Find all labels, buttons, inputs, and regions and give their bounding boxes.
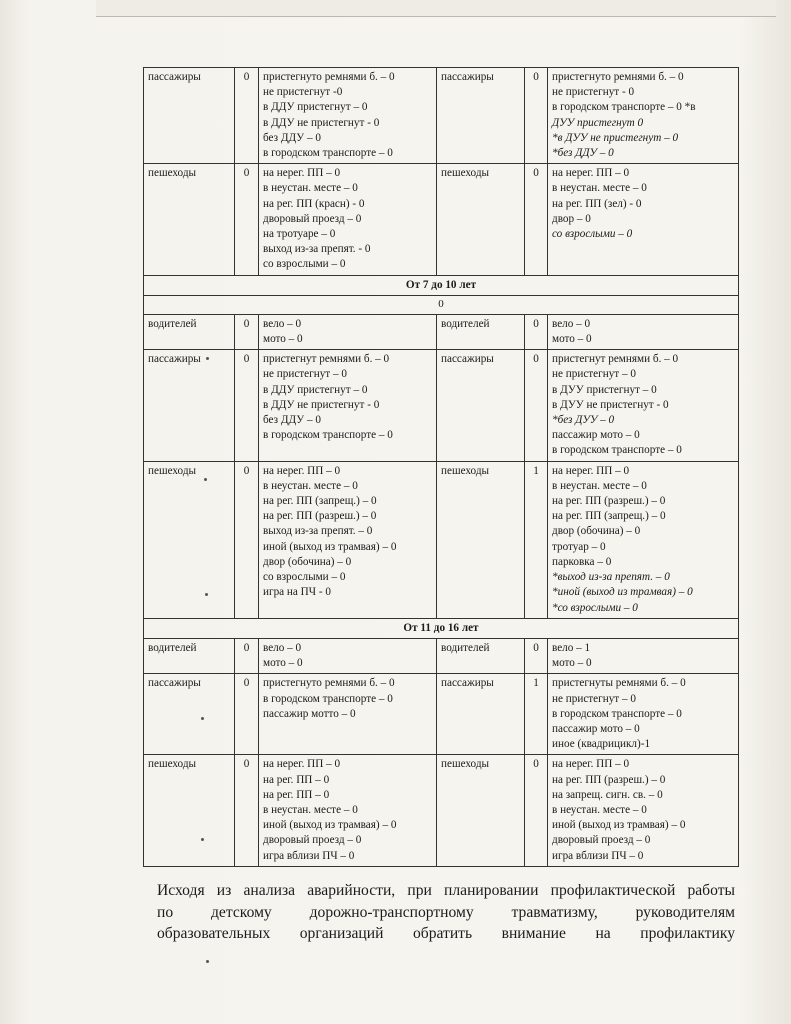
detail-line: в городском транспорте – 0: [263, 429, 393, 442]
category-cell: пассажиры: [144, 68, 235, 164]
detail-line: иное (квадрицикл)-1: [552, 738, 651, 751]
detail-line: на рег. ПП (разреш.) – 0: [263, 510, 377, 523]
scan-speck: [206, 357, 209, 360]
detail-line: в неустан. месте – 0: [552, 479, 647, 492]
scan-speck: [204, 478, 207, 481]
category-cell: водителей: [437, 638, 525, 673]
detail-line: в ДДУ пристегнут – 0: [263, 101, 368, 114]
count-cell: 1: [525, 674, 548, 755]
detail-line: дворовый проезд – 0: [552, 834, 651, 847]
detail-line: в городском транспорте – 0: [552, 707, 682, 720]
detail-line: вело – 0: [552, 317, 591, 330]
detail-line: на нерег. ПП – 0: [263, 464, 341, 477]
count-cell: 0: [235, 164, 259, 275]
detail-line: на запрещ. сигн. св. – 0: [552, 788, 663, 801]
detail-line: пристегнуто ремнями б. – 0: [552, 71, 684, 83]
detail-line: в неустан. месте – 0: [263, 479, 358, 492]
detail-line: в ДДУ не пристегнут - 0: [263, 398, 380, 411]
detail-line: *в ДУУ не пристегнут – 0: [552, 131, 679, 144]
count-cell: 0: [235, 68, 259, 164]
section-heading-row: [144, 618, 739, 638]
detail-line: со взрослыми – 0: [552, 228, 633, 241]
detail-line: в ДУУ пристегнут – 0: [552, 383, 657, 396]
count-cell: 0: [525, 350, 548, 461]
detail-line: пристегнуто ремнями б. – 0: [263, 71, 395, 83]
detail-line: парковка – 0: [552, 555, 612, 568]
scan-speck: [206, 960, 209, 963]
details-cell: [548, 755, 739, 866]
details-cell: [548, 164, 739, 275]
detail-line: выход из-за препят. - 0: [263, 243, 371, 256]
details-cell: [259, 638, 437, 673]
category-cell: пешеходы: [144, 164, 235, 275]
detail-line: ДУУ пристегнут 0: [552, 116, 644, 129]
details-cell: [548, 314, 739, 349]
details-cell: [259, 164, 437, 275]
detail-line: *без ДУУ – 0: [552, 414, 615, 427]
detail-line: мото – 0: [263, 657, 303, 670]
detail-line: пристегнут ремнями б. – 0: [552, 353, 679, 366]
detail-line: дворовый проезд – 0: [263, 834, 362, 847]
table-row: [144, 674, 739, 755]
detail-line: на рег. ПП (красн) - 0: [263, 197, 365, 210]
details-cell: [548, 674, 739, 755]
age-group-heading: От 11 до 16 лет: [144, 618, 739, 638]
table-row: [144, 638, 739, 673]
detail-line: на нерег. ПП – 0: [263, 167, 341, 180]
detail-line: в ДДУ пристегнут – 0: [263, 383, 368, 396]
count-cell: 0: [235, 350, 259, 461]
count-cell: 0: [235, 638, 259, 673]
detail-line: вело – 1: [552, 641, 591, 654]
table-row: [144, 164, 739, 275]
details-cell: [259, 314, 437, 349]
detail-line: в неустан. месте – 0: [552, 182, 647, 195]
detail-line: на тротуаре – 0: [263, 228, 336, 241]
detail-line: в неустан. месте – 0: [263, 803, 358, 816]
details-cell: [548, 350, 739, 461]
detail-line: пассажир мотто – 0: [263, 707, 356, 720]
detail-line: мото – 0: [552, 657, 592, 670]
detail-line: пристегнут ремнями б. – 0: [263, 353, 390, 366]
conclusion-paragraph: [157, 880, 735, 945]
count-cell: 0: [525, 314, 548, 349]
detail-line: двор – 0: [552, 212, 591, 225]
detail-line: не пристегнут – 0: [263, 368, 347, 381]
detail-line: пассажир мото – 0: [552, 722, 640, 735]
category-cell: пешеходы: [437, 164, 525, 275]
count-cell: 0: [525, 755, 548, 866]
details-cell: [259, 350, 437, 461]
paragraph-line: образовательных организаций обратить внимание на профилактику: [157, 925, 735, 942]
detail-line: иной (выход из трамвая) – 0: [263, 819, 397, 832]
category-cell: пешеходы: [144, 461, 235, 618]
detail-line: двор (обочина) – 0: [552, 525, 641, 538]
detail-line: *без ДДУ – 0: [552, 147, 614, 160]
detail-line: на рег. ПП (запрещ.) – 0: [552, 510, 666, 523]
category-cell: пассажиры: [437, 674, 525, 755]
detail-line: вело – 0: [263, 317, 302, 330]
detail-line: мото – 0: [263, 333, 303, 346]
details-cell: [548, 638, 739, 673]
detail-line: на нерег. ПП – 0: [552, 758, 630, 771]
detail-line: в городском транспорте – 0: [263, 692, 393, 705]
detail-line: в неустан. месте – 0: [263, 182, 358, 195]
details-cell: [259, 461, 437, 618]
table-row: [144, 314, 739, 349]
details-cell: [259, 68, 437, 164]
count-cell: 0: [525, 68, 548, 164]
count-cell: 0: [525, 164, 548, 275]
scan-speck: [205, 593, 208, 596]
paragraph-line: Исходя из анализа аварийности, при планировании профилактической работы: [157, 882, 735, 899]
category-cell: пешеходы: [437, 461, 525, 618]
details-cell: [259, 755, 437, 866]
table-row: [144, 461, 739, 618]
section-heading-row: [144, 275, 739, 295]
detail-line: *иной (выход из трамвая) – 0: [552, 586, 693, 599]
detail-line: пристегнуты ремнями б. – 0: [552, 677, 686, 690]
detail-line: на рег. ПП – 0: [263, 773, 330, 786]
detail-line: иной (выход из трамвая) – 0: [263, 540, 397, 553]
paragraph-line: по детскому дорожно-транспортному травматизму, руководителям: [157, 903, 735, 921]
detail-line: на рег. ПП (разреш.) – 0: [552, 773, 666, 786]
section-subvalue-row: [144, 295, 739, 314]
detail-line: в городском транспорте – 0 *в: [552, 101, 696, 114]
detail-line: на рег. ПП (зел) - 0: [552, 197, 642, 210]
accident-statistics-table: [143, 67, 739, 867]
detail-line: в неустан. месте – 0: [552, 803, 647, 816]
detail-line: выход из-за препят. – 0: [263, 525, 373, 538]
detail-line: со взрослыми – 0: [263, 258, 346, 271]
scan-speck: [201, 838, 204, 841]
count-cell: 1: [525, 461, 548, 618]
detail-line: пассажир мото – 0: [552, 429, 640, 442]
count-cell: 0: [525, 638, 548, 673]
count-cell: 0: [235, 674, 259, 755]
age-group-total: 0: [144, 295, 739, 314]
category-cell: водителей: [437, 314, 525, 349]
category-cell: пешеходы: [437, 755, 525, 866]
count-cell: 0: [235, 461, 259, 618]
detail-line: вело – 0: [263, 641, 302, 654]
detail-line: на нерег. ПП – 0: [552, 464, 630, 477]
detail-line: не пристегнут – 0: [552, 692, 636, 705]
previous-page-edge: [96, 0, 776, 17]
detail-line: двор (обочина) – 0: [263, 555, 352, 568]
detail-line: не пристегнут - 0: [552, 86, 635, 99]
detail-line: без ДДУ – 0: [263, 414, 321, 427]
table-row: [144, 68, 739, 164]
detail-line: без ДДУ – 0: [263, 131, 321, 144]
detail-line: *со взрослыми – 0: [552, 601, 638, 614]
count-cell: 0: [235, 755, 259, 866]
details-cell: [548, 461, 739, 618]
category-cell: пассажиры: [437, 350, 525, 461]
detail-line: в городском транспорте – 0: [263, 147, 393, 160]
category-cell: пешеходы: [144, 755, 235, 866]
count-cell: 0: [235, 314, 259, 349]
age-group-heading: От 7 до 10 лет: [144, 275, 739, 295]
detail-line: на нерег. ПП – 0: [263, 758, 341, 771]
detail-line: дворовый проезд – 0: [263, 212, 362, 225]
detail-line: на рег. ПП – 0: [263, 788, 330, 801]
detail-line: не пристегнут – 0: [552, 368, 636, 381]
detail-line: в ДУУ не пристегнут - 0: [552, 398, 669, 411]
detail-line: в ДДУ не пристегнут - 0: [263, 116, 380, 129]
category-cell: пассажиры: [144, 674, 235, 755]
category-cell: пассажиры: [437, 68, 525, 164]
detail-line: на рег. ПП (разреш.) – 0: [552, 495, 666, 508]
table-row: [144, 350, 739, 461]
table-row: [144, 755, 739, 866]
detail-line: *выход из-за препят. – 0: [552, 571, 670, 584]
detail-line: на нерег. ПП – 0: [552, 167, 630, 180]
detail-line: в городском транспорте – 0: [552, 444, 682, 457]
detail-line: тротуар – 0: [552, 540, 606, 553]
detail-line: иной (выход из трамвая) – 0: [552, 819, 686, 832]
table-body: [144, 68, 739, 867]
detail-line: на рег. ПП (запрещ.) – 0: [263, 495, 377, 508]
category-cell: пассажиры: [144, 350, 235, 461]
details-cell: [259, 674, 437, 755]
category-cell: водителей: [144, 314, 235, 349]
category-cell: водителей: [144, 638, 235, 673]
detail-line: не пристегнут -0: [263, 86, 343, 99]
details-cell: [548, 68, 739, 164]
detail-line: игра на ПЧ - 0: [263, 586, 331, 599]
detail-line: мото – 0: [552, 333, 592, 346]
detail-line: со взрослыми – 0: [263, 571, 346, 584]
detail-line: игра вблизи ПЧ – 0: [263, 849, 355, 862]
detail-line: игра вблизи ПЧ – 0: [552, 849, 644, 862]
scan-speck: [201, 717, 204, 720]
detail-line: пристегнуто ремнями б. – 0: [263, 677, 395, 690]
